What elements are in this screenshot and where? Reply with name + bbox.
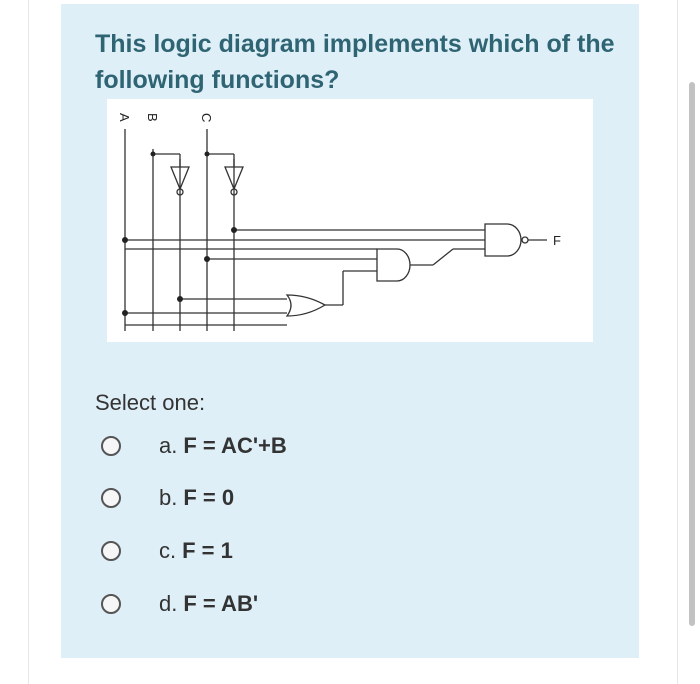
input-label-c: C — [199, 113, 214, 123]
option-formula: F = 1 — [182, 538, 233, 563]
output-label-f: F — [553, 233, 561, 248]
logic-diagram-svg — [107, 99, 593, 342]
radio-circle-icon[interactable] — [101, 594, 121, 614]
option-formula: F = AB' — [183, 591, 259, 616]
radio-circle-icon[interactable] — [101, 541, 121, 561]
option-letter: c. — [159, 538, 177, 563]
option-letter: a. — [159, 433, 178, 458]
question-text: This logic diagram implements which of the following functions? — [95, 30, 615, 94]
option-letter: b. — [159, 485, 178, 510]
option-text — [159, 485, 234, 511]
option-text — [159, 433, 287, 459]
option-letter: d. — [159, 591, 178, 616]
option-d[interactable] — [101, 584, 581, 624]
option-text — [159, 591, 258, 617]
option-a[interactable] — [101, 426, 581, 466]
input-label-a: A — [117, 113, 132, 122]
option-formula: F = AC'+B — [183, 433, 287, 458]
option-formula: F = 0 — [183, 485, 235, 510]
question-card — [61, 4, 639, 658]
input-label-b: B — [145, 113, 160, 122]
select-one-label: Select one: — [95, 390, 206, 415]
option-b[interactable] — [101, 478, 581, 518]
radio-circle-icon[interactable] — [101, 436, 121, 456]
radio-circle-icon[interactable] — [101, 488, 121, 508]
option-c[interactable] — [101, 531, 581, 571]
scrollbar[interactable] — [689, 82, 695, 626]
option-text — [159, 538, 233, 564]
logic-diagram — [107, 99, 593, 342]
